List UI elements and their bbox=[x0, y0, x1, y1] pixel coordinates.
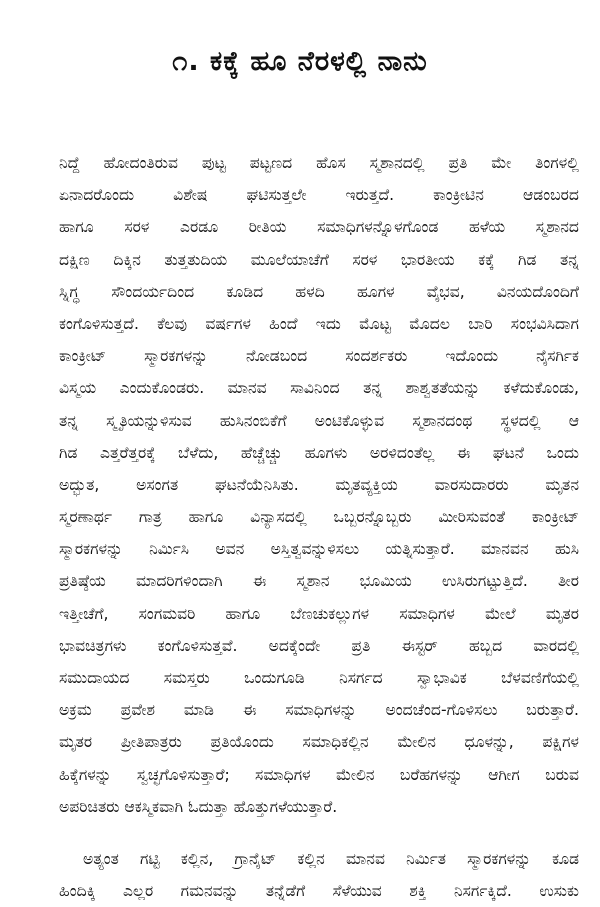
text-line: ಹಿಕ್ಕೆಗಳನ್ನು ಸ್ವಚ್ಛಗೊಳಿಸುತ್ತಾರೆ; ಸಮಾಧಿಗಳ ಮೇಲಿನ ಬರೆಹಗಳನ್ನು ಆಗೀಗ ಬರುವ bbox=[59, 765, 579, 784]
text-line: ಪ್ರತಿಷ್ಠೆಯ ಮಾದರಿಗಳಿಂದಾಗಿ ಈ ಸ್ಮಶಾನ ಭೂಮಿಯ ಉಸಿರುಗಟ್ಟುತ್ತಿದೆ. ತೀರ bbox=[59, 572, 579, 591]
text-line: ಅದ್ಭುತ, ಅಸಂಗತ ಘಟನೆಯೆನಿಸಿತು. ಮೃತವ್ಯಕ್ತಿಯ ವಾರಸುದಾರರು ಮೃತನ bbox=[59, 475, 579, 494]
text-line: ಸ್ಮಾರಕಗಳನ್ನು ನಿರ್ಮಿಸಿ ಅವನ ಅಸ್ತಿತ್ವವನ್ನುಳಿಸಲು ಯತ್ನಿಸುತ್ತಾರೆ. ಮಾನವನ ಹುಸಿ bbox=[59, 540, 579, 559]
text-line: ಸಮುದಾಯದ ಸಮಸ್ತರು ಒಂದುಗೂಡಿ ನಿಸರ್ಗದ ಸ್ವಾಭಾವಿಕ ಬೆಳವಣಿಗೆಯಲ್ಲಿ bbox=[59, 669, 579, 687]
text-line: ಅಪರಿಚಿತರು ಆಕಸ್ಮಿಕವಾಗಿ ಓದುತ್ತಾ ಹೊತ್ತುಗಳೆಯುತ್ತಾರೆ. bbox=[59, 797, 338, 816]
paragraph-gap bbox=[59, 823, 579, 843]
text-line: ಮೃತರ ಪ್ರೀತಿಪಾತ್ರರು ಪ್ರತಿಯೊಂದು ಸಮಾಧಿಕಲ್ಲಿನ ಮೇಲಿನ ಧೂಳನ್ನು, ಪಕ್ಷಿಗಳ bbox=[59, 733, 579, 752]
text-line: ಏನಾದರೊಂದು ವಿಶೇಷ ಘಟಿಸುತ್ತಲೇ ಇರುತ್ತದೆ. ಕಾಂಕ್ರೀಟಿನ ಆಡಂಬರದ bbox=[59, 186, 579, 205]
text-line: ಭಾವಚಿತ್ರಗಳು ಕಂಗೊಳಿಸುತ್ತವೆ. ಅದಕ್ಕೆಂದೇ ಪ್ರತಿ ಈಸ್ಟರ್ ಹಬ್ಬದ ವಾರದಲ್ಲಿ bbox=[59, 636, 579, 655]
text-line: ದಕ್ಷಿಣ ದಿಕ್ಕಿನ ತುತ್ತತುದಿಯ ಮೂಲೆಯಾಚೆಗೆ ಸರಳ ಭಾರತೀಯ ಕಕ್ಕೆ ಗಿಡ ತನ್ನ bbox=[59, 250, 579, 269]
text-line: ಹಿಂದಿಕ್ಕಿ ಎಲ್ಲರ ಗಮನವನ್ನು ತನ್ನೆಡೆಗೆ ಸೆಳೆಯುವ ಶಕ್ತಿ ನಿಸರ್ಗಕ್ಕಿದೆ. ಉಸುಕು bbox=[59, 882, 579, 901]
text-line: ಸ್ಮರಣಾರ್ಥ ಗಾತ್ರ ಹಾಗೂ ವಿನ್ಯಾಸದಲ್ಲಿ ಒಬ್ಬರನ್ನೊಬ್ಬರು ಮೀರಿಸುವಂತೆ ಕಾಂಕ್ರೀಟ್ bbox=[59, 508, 579, 527]
chapter-body bbox=[59, 147, 579, 907]
text-line: ಅಕ್ರಮ ಪ್ರವೇಶ ಮಾಡಿ ಈ ಸಮಾಧಿಗಳನ್ನು ಅಂದಚೆಂದ-ಗೊಳಿಸಲು ಬರುತ್ತಾರೆ. bbox=[59, 701, 579, 720]
text-line: ಸ್ನಿಗ್ಧ ಸೌಂದರ್ಯದಿಂದ ಕೂಡಿದ ಹಳದಿ ಹೂಗಳ ವೈಭವ, ವಿನಯದೊಂದಿಗೆ bbox=[59, 282, 579, 301]
text-line: ಇತ್ತೀಚೆಗೆ, ಸಂಗಮವರಿ ಹಾಗೂ ಬೆಣಚುಕಲ್ಲುಗಳ ಸಮಾಧಿಗಳ ಮೇಲೆ ಮೃತರ bbox=[59, 604, 579, 623]
text-line: ಕಂಗೊಳಿಸುತ್ತದೆ. ಕೆಲವು ವರ್ಷಗಳ ಹಿಂದೆ ಇದು ಮೊಟ್ಟ ಮೊದಲ ಬಾರಿ ಸಂಭವಿಸಿದಾಗ bbox=[59, 314, 579, 333]
text-line: ಹಾಗೂ ಸರಳ ಎರಡೂ ರೀತಿಯ ಸಮಾಧಿಗಳನ್ನೊಳಗೊಂಡ ಹಳೆಯ ಸ್ಮಶಾನದ bbox=[59, 218, 579, 237]
text-line: ನಿದ್ದೆ ಹೋದಂತಿರುವ ಪುಟ್ಟ ಪಟ್ಟಣದ ಹೊಸ ಸ್ಮಶಾನದಲ್ಲಿ ಪ್ರತಿ ಮೇ ತಿಂಗಳಲ್ಲಿ bbox=[59, 154, 579, 172]
text-line: ತನ್ನ ಸ್ಮೃತಿಯನ್ನುಳಿಸುವ ಹುಸಿನಂಬಿಕೆಗೆ ಅಂಟಿಕೊಳ್ಳುವ ಸ್ಮಶಾನದಂಥ ಸ್ಥಳದಲ್ಲಿ ಆ bbox=[59, 411, 579, 430]
text-line: ಕಾಂಕ್ರೀಟ್ ಸ್ಮಾರಕಗಳನ್ನು ನೋಡಬಂದ ಸಂದರ್ಶಕರು ಇದೊಂದು ನೈಸರ್ಗಿಕ bbox=[59, 347, 579, 366]
paragraph-2 bbox=[59, 843, 579, 907]
text-line: ಅತ್ಯಂತ ಗಟ್ಟಿ ಕಲ್ಲಿನ, ಗ್ರಾನೈಟ್ ಕಲ್ಲಿನ ಮಾನವ ನಿರ್ಮಿತ ಸ್ಮಾರಕಗಳನ್ನು ಕೂಡ bbox=[83, 849, 579, 868]
chapter-title: ೧. ಕಕ್ಕೆ ಹೂ ನೆರಳಲ್ಲಿ ನಾನು bbox=[172, 46, 428, 77]
text-line: ಗಿಡ ಎತ್ತರೆತ್ತರಕ್ಕೆ ಬೆಳೆದು, ಹೆಚ್ಚೆಚ್ಚು ಹೂಗಳು ಅರಳಿದಂತೆಲ್ಲ ಈ ಘಟನೆ ಒಂದು bbox=[59, 443, 579, 462]
text-line: ವಿಸ್ಮಯ ಎಂದುಕೊಂಡರು. ಮಾನವ ಸಾವಿನಿಂದ ತನ್ನ ಶಾಶ್ವತತೆಯನ್ನು ಕಳೆದುಕೊಂಡು, bbox=[59, 379, 579, 398]
paragraph-1 bbox=[59, 147, 579, 823]
